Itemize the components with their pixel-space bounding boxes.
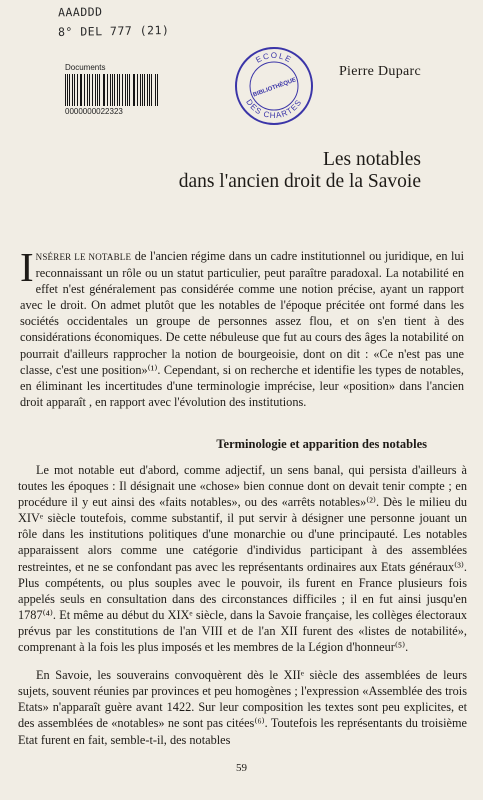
drop-cap: I [20,244,34,290]
svg-text:ECOLE [254,51,293,65]
barcode-caption: Documents [65,63,106,72]
stamp-text-bottom: DES CHARTES [244,97,304,121]
article-title [179,149,421,193]
intro-paragraph [20,244,464,410]
library-stamp [232,44,316,128]
body-paragraph-2: En Savoie, les souverains convoquèrent dès le XIIᵉ siècle des assemblées de leurs sujets, souvent réunies par provinces et peu homogènes ; l'expression «Assemblée des trois Etats» n'apparaît guère avant 1422. Sur leur composition les textes sont peu explicites, et des assemblées de «notables» ne sont pas citées⁽⁶⁾. Toutefois les représentants du troisième Etat furent en fait, semble-t-il, des notables [18,668,467,747]
author-name: Pierre Duparc [338,64,421,79]
page-number: 59 [236,762,247,774]
stamp-text-top: ECOLE [254,50,294,65]
intro-small-caps: NSÉRER LE NOTABLE [35,252,132,262]
section-heading: Terminologie et apparition des notables [216,437,427,451]
barcode-icon [65,74,159,106]
library-barcode-label [65,63,159,117]
article-title-line2: dans l'ancien droit de la Savoie [178,171,421,192]
handwritten-shelfmark-line2: 8° DEL 777 (21) [57,23,170,39]
section-body [18,462,467,748]
body-paragraph-1: Le mot notable eut d'abord, comme adjectif, un sens banal, qui persista d'ailleurs à toutes les époques : Il désignait une «chose» bien connue dont on devait tenir compte ; en procédure il y eut ainsi des «faits notables», ou des «arrêts notables»⁽²⁾. Dès le milieu du XIVᵉ siècle toutefois, comme substantif, il put servir à désigner une personne jouant un rôle dans les institutions politiques d'une monarchie ou d'une principauté. Les notables apparaissent alors comme une catégorie d'individus participant à des assemblées restreintes, et ne se confondant pas avec les représentants ordinaires aux Etats généraux⁽³⁾. Plus compétents, ou plus souples avec le pouvoir, ils furent en France plusieurs fois appelés seuls en consultation dans des circonstances difficiles ; il en fut ainsi jusqu'en 1787⁽⁴⁾. Et même au début du XIXᵉ siècle, dans la Savoie française, les collèges électoraux prévus par les constitutions de l'an VIII et de l'an XII furent des «listes de notabilité», comprenant à la fois les plus imposés et les membres de la Légion d'honneur⁽⁵⁾. [18,463,467,655]
intro-text: de l'ancien régime dans un cadre institutionnel ou juridique, en lui reconnaissant un rôle ou un statut particulier, peut paraître paradoxal. La notabilité en effet n'est généralement pas considérée comme une notion précise, ayant un rapport avec le droit. On admet plutôt que les notables de l'époque précitée ont formé dans les sociétés occidentales un groupe de personnes assez flou, et on s'en tient à des considérations économiques. De cette nébuleuse que fut au cours des âges la notabilité on pourrait d'ailleurs rapprocher la notion de bourgeoisie, dont on dit : «Ce n'est pas une classe, c'est une position»⁽¹⁾. Cependant, si on recherche et identifie les types de notables, en éliminant les incertitudes d'une terminologie imprécise, leur «position» dans l'ancien droit apparaît , en rapport avec l'évolution des institutions. [20,249,464,409]
barcode-number: 0000000022323 [65,107,123,116]
article-title-line1: Les notables [322,149,421,170]
stamp-text-middle: BIBLIOTHÈQUE [252,77,298,99]
handwritten-shelfmark-line1: AAADDD [57,4,103,20]
